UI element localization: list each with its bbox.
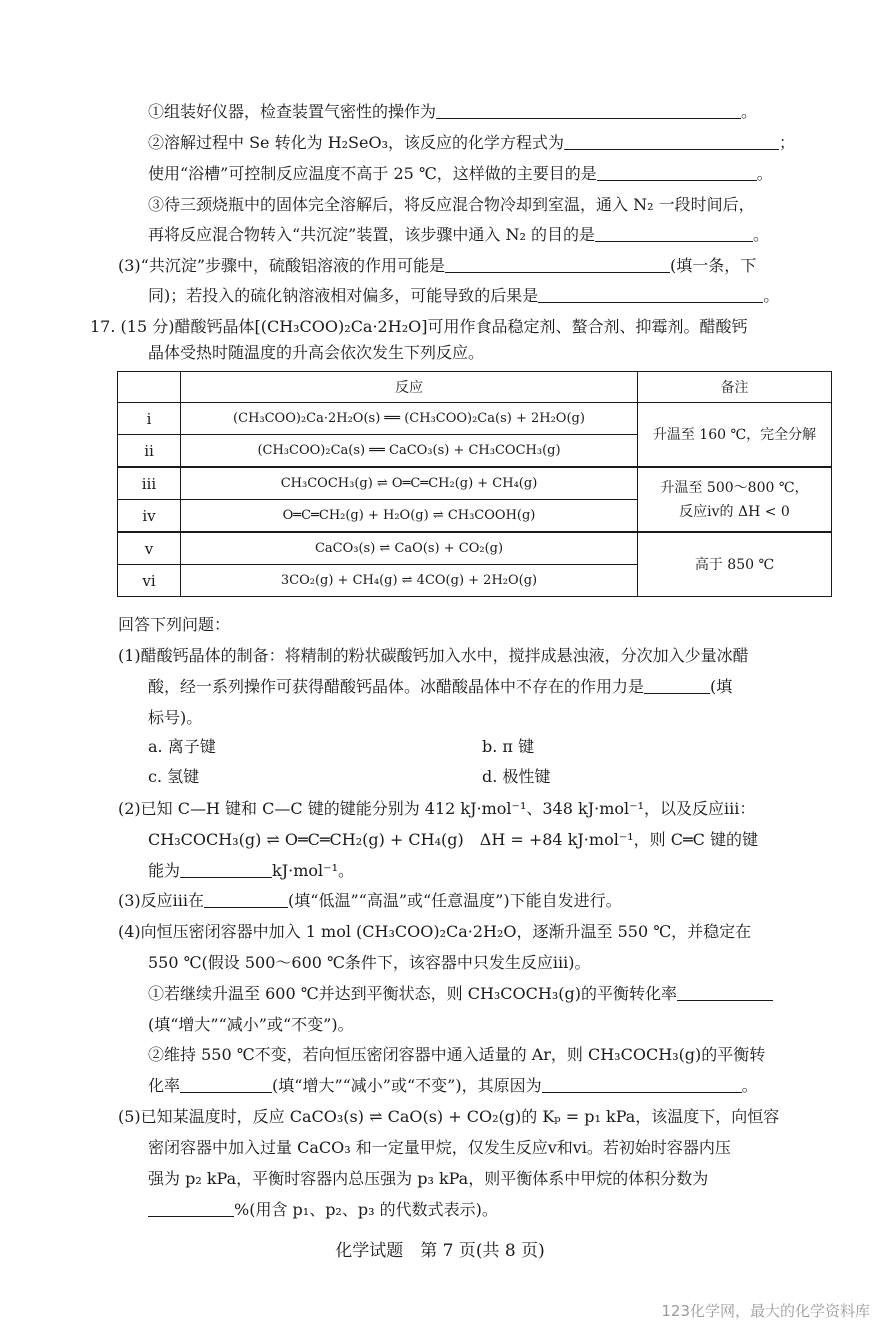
table-row: ⅴ CaCO₃(s) ⇌ CaO(s) + CO₂(g) 高于 850 ℃ xyxy=(118,532,832,565)
text-line: ①若继续升温至 600 ℃并达到平衡状态，则 CH₃COCH₃(g)的平衡转化率 xyxy=(148,983,773,1005)
answer-blank[interactable] xyxy=(597,164,757,181)
text-line: ②维持 550 ℃不变，若向恒压密闭容器中通入适量的 Ar，则 CH₃COCH₃(g)的平衡转 xyxy=(148,1045,766,1064)
text-line: ③待三颈烧瓶中的固体完全溶解后，将反应混合物冷却到室温，通入 N₂ 一段时间后， xyxy=(148,195,755,214)
text-line: 550 ℃(假设 500～600 ℃条件下，该容器中只发生反应ⅲ)。 xyxy=(148,953,591,972)
text-line: 强为 p₂ kPa，平衡时容器内总压强为 p₃ kPa，则平衡体系中甲烷的体积分数为 xyxy=(148,1169,709,1188)
answer-blank[interactable] xyxy=(595,225,753,242)
answer-blank[interactable] xyxy=(677,984,773,1001)
text-line: CH₃COCH₃(g) ⇌ O═C═CH₂(g) + CH₄(g) ΔH = +84 kJ·mol⁻¹，则 C═C 键的键 xyxy=(148,830,758,849)
text-line: 密闭容器中加入过量 CaCO₃ 和一定量甲烷，仅发生反应ⅴ和ⅵ。若初始时容器内压 xyxy=(148,1138,731,1157)
note-cell: 升温至 160 ℃，完全分解 xyxy=(638,403,832,468)
table-row: ⅰ (CH₃COO)₂Ca·2H₂O(s) ══ (CH₃COO)₂Ca(s) + 2H₂O(g) 升温至 160 ℃，完全分解 xyxy=(118,403,832,435)
option-b: b. π 键 xyxy=(482,737,535,756)
answer-blank[interactable] xyxy=(644,677,710,694)
text-line: 晶体受热时随温度的升高会依次发生下列反应。 xyxy=(148,343,485,362)
text-line: 标号)。 xyxy=(148,708,203,727)
text-line: ①组装好仪器，检查装置气密性的操作为 。 xyxy=(148,102,758,121)
page-footer: 化学试题 第 7 页(共 8 页) xyxy=(335,1241,545,1261)
reaction-table xyxy=(117,371,832,597)
table-header-reaction: 反应 xyxy=(181,372,638,403)
note-cell: 高于 850 ℃ xyxy=(638,532,832,597)
text-line: 使用“浴槽”可控制反应温度不高于 25 ℃，这样做的主要目的是 。 xyxy=(148,164,773,183)
table-row: ⅱ (CH₃COO)₂Ca(s) ══ CaCO₃(s) + CH₃COCH₃(g) xyxy=(118,435,832,468)
table-row: ⅳ O═C═CH₂(g) + H₂O(g) ⇌ CH₃COOH(g) xyxy=(118,500,832,533)
option-d: d. 极性键 xyxy=(482,767,551,786)
answer-blank[interactable] xyxy=(180,861,272,878)
answer-blank[interactable] xyxy=(204,891,288,908)
text-line: (1)醋酸钙晶体的制备：将精制的粉状碳酸钙加入水中，搅拌成悬浊液，分次加入少量冰醋 xyxy=(118,646,749,665)
option-c: c. 氢键 xyxy=(148,767,200,786)
table-row: ⅵ 3CO₂(g) + CH₄(g) ⇌ 4CO(g) + 2H₂O(g) xyxy=(118,565,832,597)
text-line: (2)已知 C—H 键和 C—C 键的键能分别为 412 kJ·mol⁻¹、348 kJ·mol⁻¹，以及反应ⅲ： xyxy=(118,799,756,818)
answer-blank[interactable] xyxy=(564,133,779,150)
text-line: 回答下列问题： xyxy=(118,615,231,634)
text-line: 同)；若投入的硫化钠溶液相对偏多，可能导致的后果是 。 xyxy=(148,286,780,305)
text-line: (3)反应ⅲ在 (填“低温”“高温”或“任意温度”)下能自发进行。 xyxy=(118,891,622,910)
answer-blank[interactable] xyxy=(445,256,670,273)
text-line: (填“增大”“减小”或“不变”)。 xyxy=(148,1015,354,1034)
text-line: 能为 kJ·mol⁻¹。 xyxy=(148,861,354,880)
text-line: 化率 (填“增大”“减小”或“不变”)，其原因为 。 xyxy=(148,1076,758,1095)
answer-blank[interactable] xyxy=(538,286,763,303)
table-row: ⅲ CH₃COCH₃(g) ⇌ O═C═CH₂(g) + CH₄(g) 升温至 500～800 ℃， 反应ⅳ的 ΔH < 0 xyxy=(118,467,832,500)
text-line: 再将反应混合物转入“共沉淀”装置，该步骤中通入 N₂ 的目的是 。 xyxy=(148,225,769,244)
text-line: (5)已知某温度时，反应 CaCO₃(s) ⇌ CaO(s) + CO₂(g)的 Kₚ = p₁ kPa，该温度下，向恒容 xyxy=(118,1107,780,1126)
question-17-title: 17. (15 分)醋酸钙晶体[(CH₃COO)₂Ca·2H₂O]可用作食品稳定剂、螯合剂、抑霉剂。醋酸钙 xyxy=(90,317,748,336)
text-line: %(用含 p₁、p₂、p₃ 的代数式表示)。 xyxy=(148,1199,498,1221)
answer-blank[interactable] xyxy=(180,1076,272,1093)
text-line: (3)“共沉淀”步骤中，硫酸铝溶液的作用可能是 (填一条，下 xyxy=(118,256,757,275)
text-line: ②溶解过程中 Se 转化为 H₂SeO₃，该反应的化学方程式为 ； xyxy=(148,133,796,152)
answer-blank[interactable] xyxy=(542,1076,742,1093)
answer-blank[interactable] xyxy=(436,102,741,119)
option-a: a. 离子键 xyxy=(148,737,216,756)
answer-blank[interactable] xyxy=(148,1200,234,1217)
text-line: (4)向恒压密闭容器中加入 1 mol (CH₃COO)₂Ca·2H₂O，逐渐升温至 550 ℃，并稳定在 xyxy=(118,922,752,941)
table-header-note: 备注 xyxy=(638,372,832,403)
note-cell: 升温至 500～800 ℃， 反应ⅳ的 ΔH < 0 xyxy=(638,467,832,532)
watermark-text: 123化学网，最大的化学资料库 xyxy=(661,1302,870,1320)
table-header-num xyxy=(118,372,181,403)
text-line: 酸，经一系列操作可获得醋酸钙晶体。冰醋酸晶体中不存在的作用力是 (填 xyxy=(148,677,733,696)
